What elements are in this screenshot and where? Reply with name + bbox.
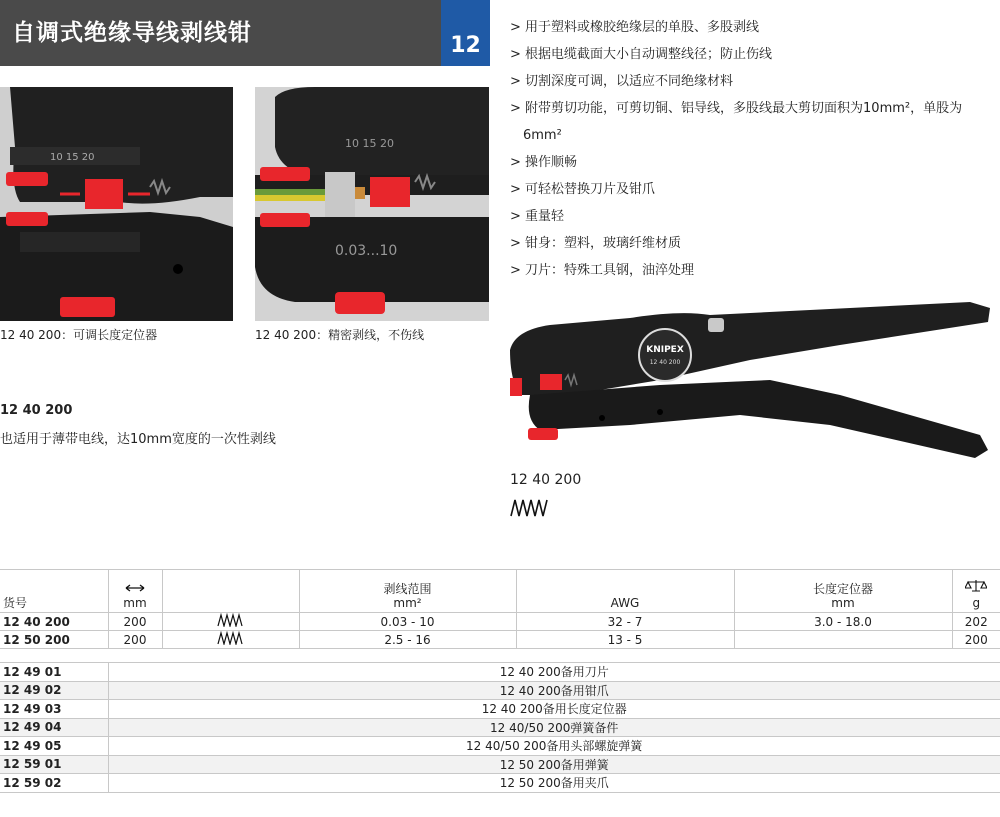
header-code: 货号 xyxy=(0,570,108,613)
length-value: 200 xyxy=(108,613,162,631)
feature-item: > 切割深度可调，以适应不同绝缘材料 xyxy=(510,74,734,89)
header-type xyxy=(162,570,299,613)
feature-item: > 用于塑料或橡胶绝缘层的单股、多股剥线 xyxy=(510,20,760,35)
awg-value: 13 - 5 xyxy=(516,631,734,649)
wave-icon xyxy=(162,613,299,631)
svg-text:10 15 20: 10 15 20 xyxy=(345,137,394,150)
product-code: 12 40 200 xyxy=(0,613,108,631)
wave-icon xyxy=(162,631,299,649)
feature-item: > 操作顺畅 xyxy=(510,155,578,170)
photo-length-stopper xyxy=(0,87,233,321)
product-number: 12 40 200 xyxy=(510,472,582,488)
header-length-stopper: 长度定位器 mm xyxy=(734,570,952,613)
table-row xyxy=(0,663,1000,682)
stripper-wire-illustration xyxy=(255,87,489,321)
part-code: 12 49 01 xyxy=(0,663,108,682)
length-arrow-icon xyxy=(109,582,162,596)
part-code: 12 49 05 xyxy=(0,737,108,756)
feature-item-continuation: 6mm² xyxy=(523,128,562,143)
feature-item: > 重量轻 xyxy=(510,209,565,224)
part-code: 12 49 02 xyxy=(0,681,108,700)
part-desc: 12 40/50 200弹簧备件 xyxy=(108,718,1000,737)
product-code: 12 50 200 xyxy=(0,631,108,649)
part-code: 12 49 03 xyxy=(0,700,108,719)
photo-caption: 12 40 200：可调长度定位器 xyxy=(0,328,158,342)
weight-scale-icon xyxy=(953,579,1000,596)
model-note: 也适用于薄带电线，达10mm宽度的一次性剥线 xyxy=(0,432,276,447)
table-row xyxy=(0,737,1000,756)
stripper-closeup-illustration xyxy=(0,87,233,321)
part-desc: 12 50 200备用弹簧 xyxy=(108,755,1000,774)
part-desc: 12 40 200备用刀片 xyxy=(108,663,1000,682)
awg-value: 32 - 7 xyxy=(516,613,734,631)
photo-precision-strip xyxy=(255,87,489,321)
weight-value: 202 xyxy=(952,613,1000,631)
part-desc: 12 40 200备用长度定位器 xyxy=(108,700,1000,719)
feature-item: > 附带剪切功能，可剪切铜、铝导线，多股线最大剪切面积为10mm²，单股为 xyxy=(510,101,963,116)
chapter-tab: 12 xyxy=(441,0,490,66)
weight-value: 200 xyxy=(952,631,1000,649)
feature-item: > 根据电缆截面大小自动调整线径；防止伤线 xyxy=(510,47,773,62)
header-weight: g xyxy=(952,570,1000,613)
photo-caption: 12 40 200：精密剥线，不伤线 xyxy=(255,328,425,342)
table-row xyxy=(0,755,1000,774)
table-row xyxy=(0,613,1000,631)
product-photo xyxy=(510,300,1000,468)
feature-item: > 钳身：塑料，玻璃纤维材质 xyxy=(510,236,682,251)
header-strip-range: 剥线范围 mm² xyxy=(299,570,516,613)
feature-item: > 可轻松替换刀片及钳爪 xyxy=(510,182,656,197)
svg-text:KNIPEX: KNIPEX xyxy=(646,345,684,355)
strip-range-value: 2.5 - 16 xyxy=(299,631,516,649)
auto-adjust-wave-icon xyxy=(510,497,550,521)
spec-table xyxy=(0,569,1000,649)
part-code: 12 59 02 xyxy=(0,774,108,793)
table-row xyxy=(0,681,1000,700)
feature-list xyxy=(510,14,1000,284)
header-awg: AWG xyxy=(516,570,734,613)
feature-item: > 刀片：特殊工具钢，油淬处理 xyxy=(510,263,695,278)
page-title: 自调式绝缘导线剥线钳 xyxy=(12,20,252,46)
table-row xyxy=(0,774,1000,793)
wire-stripper-product-illustration xyxy=(510,300,1000,468)
svg-text:12 40 200: 12 40 200 xyxy=(649,359,681,366)
model-heading: 12 40 200 xyxy=(0,403,73,418)
svg-text:10 15 20: 10 15 20 xyxy=(50,152,95,163)
table-row xyxy=(0,700,1000,719)
part-desc: 12 40 200备用钳爪 xyxy=(108,681,1000,700)
table-row xyxy=(0,718,1000,737)
table-row xyxy=(0,631,1000,649)
part-code: 12 49 04 xyxy=(0,718,108,737)
stopper-value xyxy=(734,631,952,649)
header-length: mm xyxy=(108,570,162,613)
part-desc: 12 40/50 200备用头部螺旋弹簧 xyxy=(108,737,1000,756)
spec-header-row xyxy=(0,570,1000,613)
spare-parts-table xyxy=(0,662,1000,793)
length-value: 200 xyxy=(108,631,162,649)
svg-text:0.03...10: 0.03...10 xyxy=(335,243,398,259)
part-code: 12 59 01 xyxy=(0,755,108,774)
strip-range-value: 0.03 - 10 xyxy=(299,613,516,631)
stopper-value: 3.0 - 18.0 xyxy=(734,613,952,631)
part-desc: 12 50 200备用夹爪 xyxy=(108,774,1000,793)
